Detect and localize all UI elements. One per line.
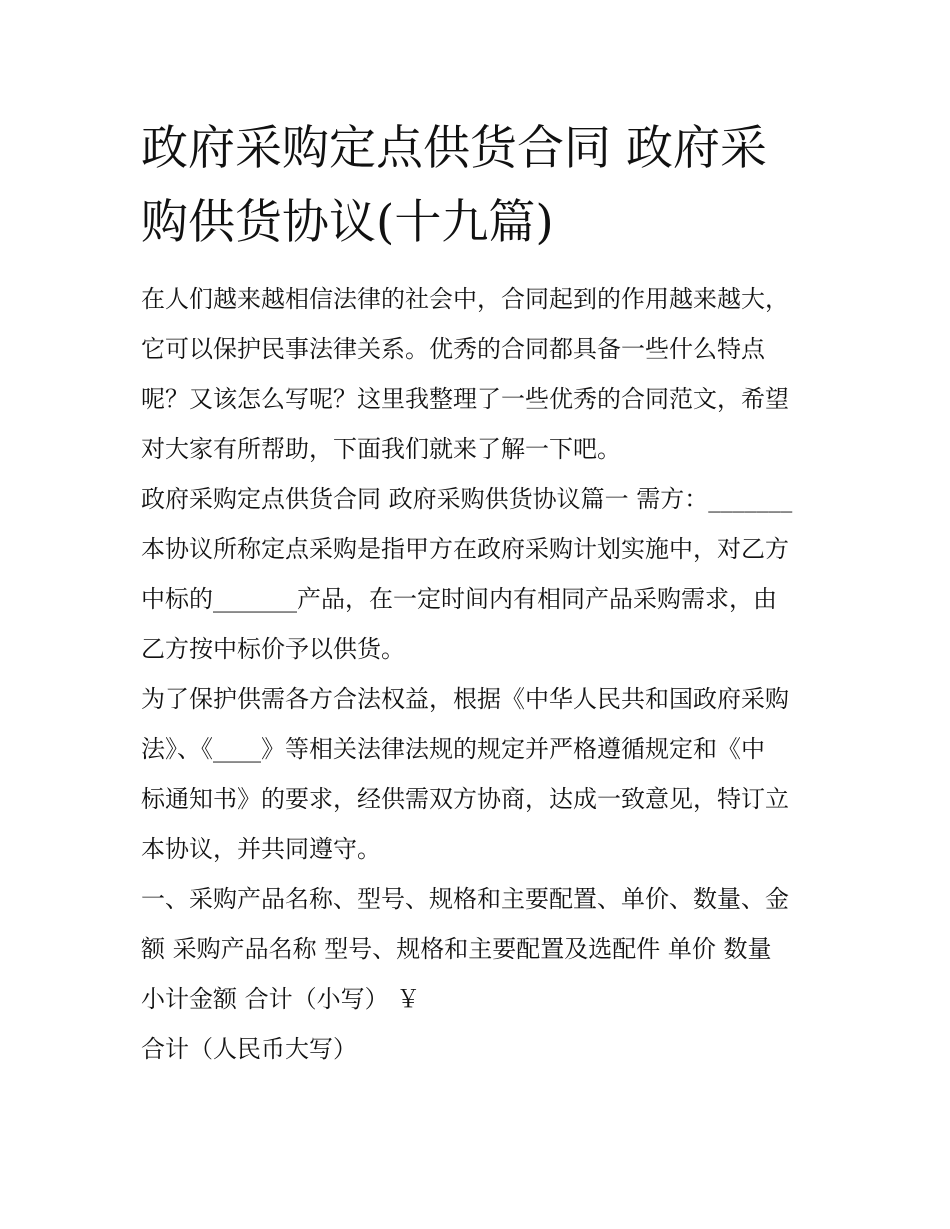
text-line: 本协议所称定点采购是指甲方在政府采购计划实施中，对乙方 (141, 535, 789, 563)
text-line: 在人们越来越相信法律的社会中，合同起到的作用越来越大， (141, 285, 789, 313)
text-line: 合计（人民币大写） (141, 1035, 357, 1063)
text-line: 呢？又该怎么写呢？这里我整理了一些优秀的合同范文，希望 (141, 385, 789, 413)
document-title (141, 112, 813, 260)
text-line: 对大家有所帮助，下面我们就来了解一下吧。 (141, 435, 621, 463)
text-line: 为了保护供需各方合法权益，根据《中华人民共和国政府采购 (141, 685, 789, 713)
title-line: 购供货协议(十九篇) (141, 195, 554, 250)
text-line: 小计金额 合计（小写） ￥ (141, 985, 421, 1013)
text-line: 乙方按中标价予以供货。 (141, 635, 405, 663)
text-line: 政府采购定点供货合同 政府采购供货协议篇一 需方：_______ (141, 485, 793, 513)
paragraph-product-list (141, 874, 813, 1024)
text-line: 法》、《____》等相关法律法规的规定并严格遵循规定和《中 (141, 735, 765, 763)
paragraph-legal-basis (141, 674, 813, 874)
text-line: 额 采购产品名称 型号、规格和主要配置及选配件 单价 数量 (141, 935, 772, 963)
paragraph-intro (141, 274, 813, 474)
title-line: 政府采购定点供货合同 政府采 (141, 121, 767, 176)
text-line: 标通知书》的要求，经供需双方协商，达成一致意见，特订立 (141, 785, 789, 813)
document-content (141, 112, 813, 1074)
text-line: 本协议，并共同遵守。 (141, 835, 381, 863)
text-line: 一、采购产品名称、型号、规格和主要配置、单价、数量、金 (141, 885, 789, 913)
text-line: 中标的_______产品，在一定时间内有相同产品采购需求，由 (141, 585, 777, 613)
paragraph-section-one-header (141, 474, 813, 674)
paragraph-total-uppercase (141, 1024, 813, 1074)
text-line: 它可以保护民事法律关系。优秀的合同都具备一些什么特点 (141, 335, 765, 363)
document-body (141, 274, 813, 1074)
